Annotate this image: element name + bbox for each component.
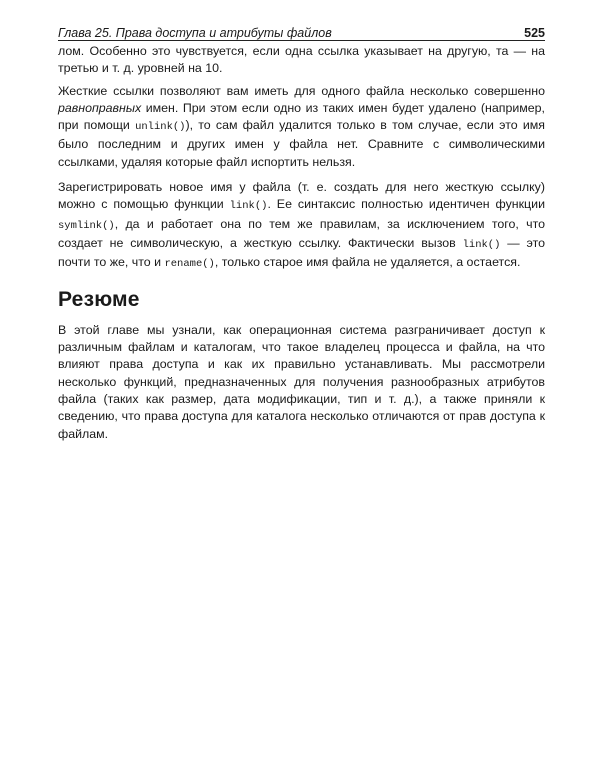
- paragraph-text: лом. Особенно это чувствуется, если одна ссылка указывает на другую, та — на третью и т. д. уровней на 10.: [58, 44, 545, 76]
- section-heading: Резюме: [58, 287, 140, 311]
- paragraph-link-function: [58, 179, 545, 273]
- text-run: , да и работает она по тем же правилам, за исключением того, что создает не символическую, а жесткую ссылку. Фактически вызов: [58, 216, 545, 250]
- emphasis-text: равноправных: [58, 100, 142, 115]
- code-rename: rename(): [164, 258, 215, 271]
- code-unlink: unlink(): [135, 121, 186, 134]
- page-body: [58, 43, 545, 451]
- paragraph-summary: [58, 322, 545, 443]
- running-header: [58, 20, 545, 41]
- text-run: — это почти то же, что и: [58, 235, 545, 270]
- text-run: ), то сам файл удалится только в том случае, если это имя было последним и других имен у файла нет. Сравните с символическими ссылками, удаляя которые файл испортить нельзя.: [58, 118, 545, 169]
- text-run: Зарегистрировать новое имя у файла (т. е. создать для него жесткую ссылку) можно с помощью функции: [58, 180, 545, 212]
- code-link: link(): [229, 200, 268, 213]
- text-run: имен. При этом если одно из таких имен будет удалено (например, при помощи: [58, 100, 545, 133]
- code-symlink: symlink(): [58, 219, 115, 232]
- text-run: . Ее синтаксис полностью идентичен функции: [267, 197, 545, 212]
- text-run: , только старое имя файла не удаляется, а остается.: [214, 255, 521, 270]
- page-number: 525: [524, 26, 545, 40]
- code-link: link(): [462, 238, 501, 251]
- paragraph-continuation: [58, 43, 545, 78]
- chapter-title: Глава 25. Права доступа и атрибуты файлов: [58, 26, 332, 40]
- paragraph-hard-links: [58, 83, 545, 171]
- summary-text: В этой главе мы узнали, как операционная система разграничивает доступ к различным файлам и каталогам, что такое владелец процесса и файла, на что влияют права доступа и как их правильно устанавливать. Мы рассмотрели несколько функций, предназначенных для получения разнообразных атрибутов файла (таких как размер, дата модификации, тип и т. д.), а также приняли к сведению, что права доступа для каталога несколько отличаются от прав доступа к файлам.: [58, 322, 545, 441]
- text-run: Жесткие ссылки позволяют вам иметь для одного файла несколько совершенно: [58, 83, 545, 98]
